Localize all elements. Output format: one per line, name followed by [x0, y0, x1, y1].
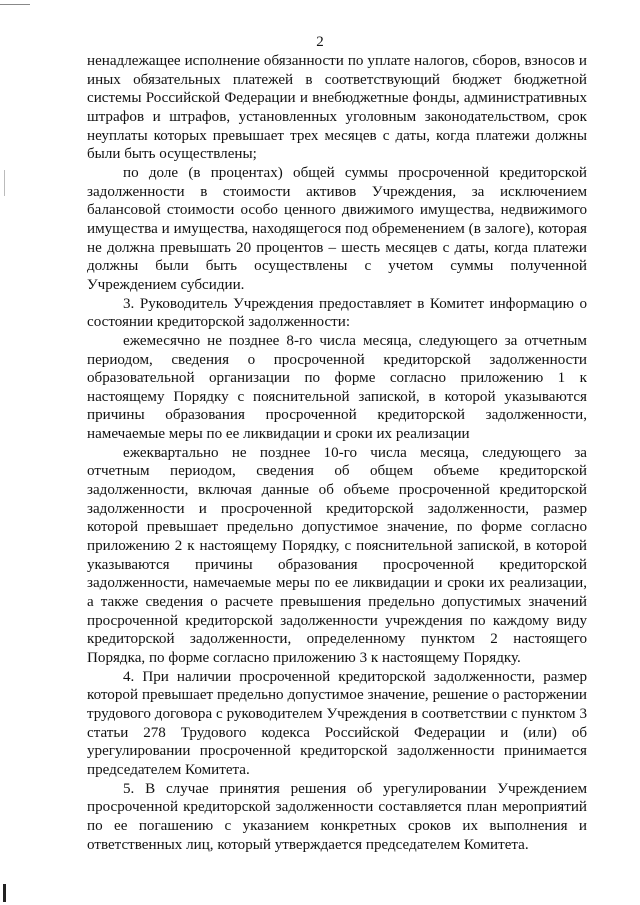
page-number: 2	[316, 34, 324, 50]
paragraph-share-criterion: по доле (в процентах) общей суммы просроченной кредиторской задолженности в стоимости активов Учреждения, за исключением балансовой стоимости особо ценного движимого имущества, недвижимого имущества и имущества, находящегося под обременением (в залоге), которая не должна превышать 20 процентов – шесть месяцев с даты, когда платежи должны были быть осуществлены с учетом суммы полученной Учреждением субсидии.	[87, 164, 587, 293]
document-body	[87, 52, 587, 854]
scan-edge-mark-bottom	[3, 884, 6, 902]
paragraph-quarterly-report: ежеквартально не позднее 10-го числа месяца, следующего за отчетным периодом, сведения об общем объеме кредиторской задолженности, включая данные об объеме просроченной кредиторской задолженности и просроченной кредиторской задолженности, размер которой превышает предельно допустимое значение, по форме согласно приложению 2 к настоящему Порядку, с пояснительной запиской, в которой указываются причины образования просроченной кредиторской задолженности, намечаемые меры по ее ликвидации и сроки их реализации, а также сведения о расчете превышения предельно допустимых значений просроченной кредиторской задолженности учреждения по каждому виду кредиторской задолженности, определенному пунктом 2 настоящего Порядка, по форме согласно приложению 3 к настоящему Порядку.	[87, 444, 587, 666]
paragraph-monthly-report: ежемесячно не позднее 8-го числа месяца, следующего за отчетным периодом, сведения о просроченной кредиторской задолженности образовательной организации по форме согласно приложению 1 к настоящему Порядку с пояснительной запиской, в которой указываются причины образования просроченной кредиторской задолженности, намечаемые меры по ее ликвидации и сроки их реализации	[87, 332, 587, 443]
paragraph-item-3: 3. Руководитель Учреждения предоставляет в Комитет информацию о состоянии кредиторской задолженности:	[87, 295, 587, 331]
paragraph-continuation: ненадлежащее исполнение обязанности по уплате налогов, сборов, взносов и иных обязательных платежей в соответствующий бюджет бюджетной системы Российской Федерации и внебюджетные фонды, административных штрафов и штрафов, установленных уголовным законодательством, срок неуплаты которых превышает трех месяцев с даты, когда платежи должны были быть осуществлены;	[87, 53, 587, 163]
paragraph-item-4: 4. При наличии просроченной кредиторской задолженности, размер которой превышает предельно допустимое значение, решение о расторжении трудового договора с руководителем Учреждения в соответствии с пунктом 3 статьи 278 Трудового кодекса Российской Федерации и (или) об урегулировании просроченной кредиторской задолженности принимается председателем Комитета.	[87, 668, 587, 778]
scan-edge-mark-left	[4, 170, 5, 196]
scan-edge-mark-top	[0, 4, 30, 5]
paragraph-item-5: 5. В случае принятия решения об урегулировании Учреждением просроченной кредиторской задолженности составляется план мероприятий по ее погашению с указанием конкретных сроков их выполнения и ответственных лиц, который утверждается председателем Комитета.	[87, 780, 587, 853]
